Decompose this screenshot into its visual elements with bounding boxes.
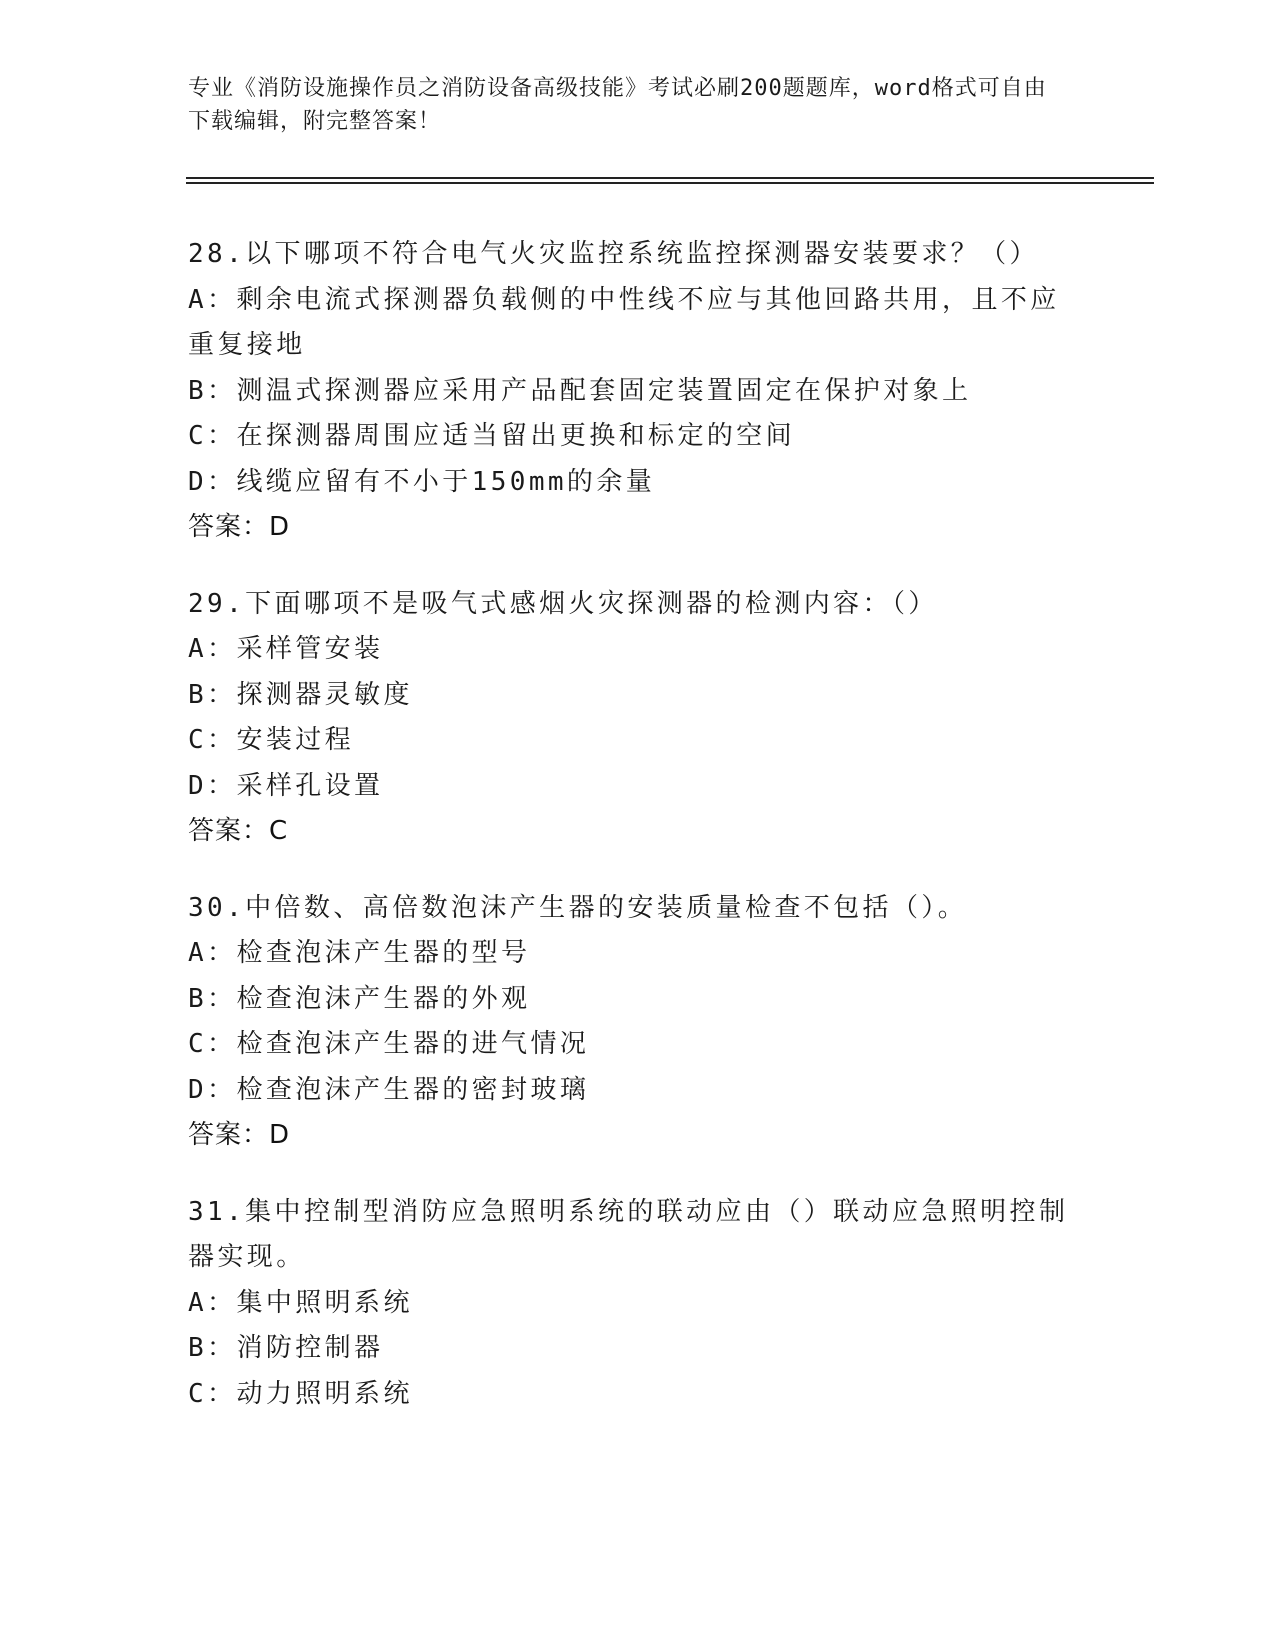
question-29: [188, 582, 1088, 855]
option-a: A：剩余电流式探测器负载侧的中性线不应与其他回路共用，且不应重复接地: [188, 284, 1060, 360]
question-28: [188, 232, 1088, 551]
option-b: B：消防控制器: [188, 1333, 384, 1363]
answer: 答案：C: [188, 816, 289, 846]
header-divider-top: [186, 177, 1154, 179]
option-c: C：在探测器周围应适当留出更换和标定的空间: [188, 421, 796, 451]
option-c: C：检查泡沫产生器的进气情况: [188, 1029, 590, 1059]
question-stem: 30.中倍数、高倍数泡沫产生器的安装质量检查不包括（）。: [188, 892, 968, 923]
option-c: C：安装过程: [188, 725, 355, 755]
question-31: [188, 1190, 1088, 1418]
question-30: [188, 886, 1088, 1159]
option-a: A：集中照明系统: [188, 1287, 413, 1318]
option-d: D：采样孔设置: [188, 770, 384, 801]
question-stem: 28.以下哪项不符合电气火灾监控系统监控探测器安装要求？（）: [188, 239, 1039, 269]
option-d: D：检查泡沫产生器的密封玻璃: [188, 1074, 590, 1105]
document-header: 专业《消防设施操作员之消防设备高级技能》考试必刷200题题库，word格式可自由下载编辑，附完整答案！: [188, 76, 1047, 134]
option-a: A：检查泡沫产生器的型号: [188, 938, 531, 968]
option-d: D：线缆应留有不小于150mm的余量: [188, 466, 656, 497]
option-b: B：测温式探测器应采用产品配套固定装置固定在保护对象上: [188, 375, 972, 406]
option-b: B：检查泡沫产生器的外观: [188, 983, 531, 1014]
question-stem: 31.集中控制型消防应急照明系统的联动应由（）联动应急照明控制器实现。: [188, 1196, 1069, 1272]
question-list: [188, 232, 1088, 1448]
question-stem: 29.下面哪项不是吸气式感烟火灾探测器的检测内容：（）: [188, 588, 938, 619]
option-c: C：动力照明系统: [188, 1378, 413, 1409]
answer: 答案：D: [188, 1120, 291, 1150]
option-b: B：探测器灵敏度: [188, 679, 413, 710]
answer: 答案：D: [188, 512, 291, 542]
header-divider-bottom: [186, 182, 1154, 184]
option-a: A：采样管安装: [188, 634, 384, 664]
